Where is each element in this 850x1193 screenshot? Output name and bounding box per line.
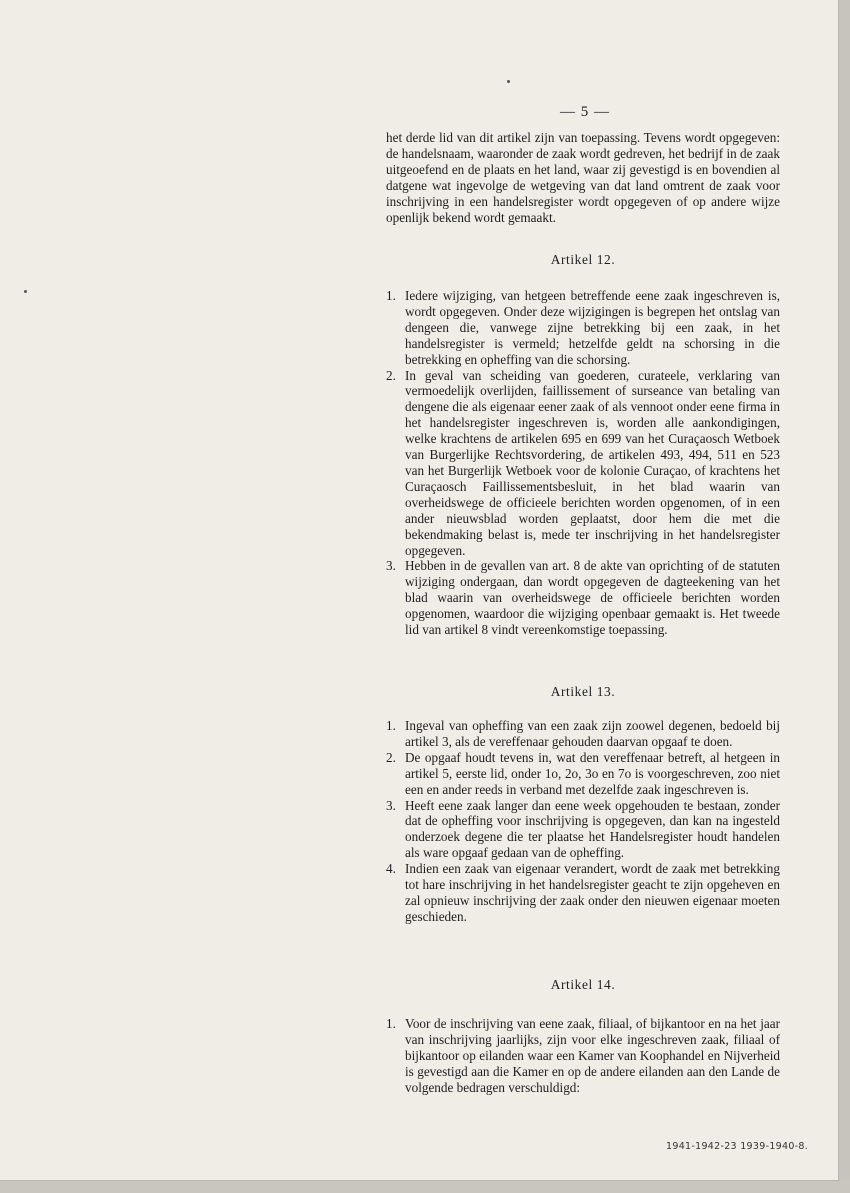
item-number: 2. bbox=[386, 367, 396, 383]
page-number: — 5 — bbox=[560, 104, 610, 120]
item-number: 1. bbox=[386, 1016, 396, 1031]
list-item bbox=[386, 861, 780, 925]
scan-frame-bottom bbox=[0, 1180, 850, 1193]
item-number: 3. bbox=[386, 558, 396, 574]
article-13-heading: Artikel 13. bbox=[550, 684, 616, 699]
article-12-heading: Artikel 12. bbox=[550, 252, 616, 267]
item-number: 1. bbox=[386, 288, 396, 303]
list-item bbox=[386, 1016, 780, 1096]
item-number: 1. bbox=[386, 718, 396, 733]
list-item bbox=[386, 368, 780, 559]
list-item bbox=[386, 718, 780, 750]
item-text: De opgaaf houdt tevens in, wat den vereffenaar betreft, al hetgeen in artikel 5, eerste lid, onder 1o, 2o, 3o en 7o is voorgeschreven, zoo niet een en ander reeds in verband met dezelfde zaak ingeschreven is. bbox=[405, 749, 780, 797]
item-text: Hebben in de gevallen van art. 8 de akte van oprichting of de statuten wijziging ondergaan, dan wordt opgegeven de dagteekening van het blad waarin van overheidswege de officieele berichten worden opgenomen, waardoor die wijziging openbaar gemaakt is. Het tweede lid van artikel 8 vindt vereenkomstige toepassing. bbox=[405, 558, 780, 638]
item-text: Heeft eene zaak langer dan eene week opgehouden te bestaan, zonder dat de opheffing voor inschrijving is opgegeven, dan kan na ingesteld onderzoek degene die ter plaatse het Handelsregister houdt handelen als ware opgaaf gedaan van de opheffing. bbox=[405, 797, 780, 861]
item-text: Voor de inschrijving van eene zaak, filiaal, of bijkantoor en na het jaar van inschrijving jaarlijks, zijn voor elke ingeschreven zaak, filiaal of bijkantoor op eilanden waar een Kamer van Koophandel en Nijverheid is gevestigd aan die Kamer en op de andere eilanden aan den Lande de volgende bedragen verschuldigd: bbox=[405, 1016, 780, 1095]
article-14-body bbox=[386, 1016, 780, 1096]
item-text: Ingeval van opheffing van een zaak zijn zoowel degenen, bedoeld bij artikel 3, als de vereffenaar gehouden daarvan opgaaf te doen. bbox=[405, 718, 780, 749]
scan-frame-right bbox=[838, 0, 850, 1193]
item-number: 2. bbox=[386, 749, 396, 765]
item-text: Indien een zaak van eigenaar verandert, wordt de zaak met betrekking tot hare inschrijving in het handelsregister geacht te zijn opgeheven en zal opnieuw inschrijving der zaak onder den nieuwen eigenaar moeten geschieden. bbox=[405, 861, 780, 924]
item-number: 3. bbox=[386, 797, 396, 813]
article-12-body bbox=[386, 288, 780, 638]
article-13-body bbox=[386, 718, 780, 925]
item-text: In geval van scheiding van goederen, curateele, verklaring van vermoedelijk overlijden, faillissement of surseance van betaling van dengene die als eigenaar eener zaak of als vennoot onder eene firma in het handelsregister ingeschreven is, worden alle aankondigingen, welke krachtens de artikelen 695 en 699 van het Curaçaosch Wetboek van Burgerlijke Rechtsvordering, de artikelen 493, 494, 511 en 523 van het Burgerlijk Wetboek voor de kolonie Curaçao, of krachtens het Curaçaosch Faillissementsbesluit, in het blad waarin van overheidswege de officieele berichten worden opgenomen, of in een ander nieuwsblad worden geplaatst, door hem die met die bekendmaking belast is, mede ter inschrijving in het handelsregister opgegeven. bbox=[405, 367, 780, 558]
list-item bbox=[386, 558, 780, 638]
intro-text: het derde lid van dit artikel zijn van toepassing. Tevens wordt opgegeven: de handelsnaam, waaronder de zaak wordt gedreven, het bedrijf in de zaak uitgeoefend en de plaats en het land, waar zij gevestigd is en bovendien al datgene wat ingevolge de wetgeving van dat land omtrent de zaak voor inschrijving in een handelsregister wordt opgegeven of op andere wijze openlijk bekend wordt gemaakt. bbox=[386, 130, 780, 225]
intro-paragraph bbox=[386, 130, 780, 225]
item-text: Iedere wijziging, van hetgeen betreffende eene zaak ingeschreven is, wordt opgegeven. Onder deze wijzigingen is begrepen het ontslag van dengeen die, vanwege zijne betrekking bij een zaak, in het handelsregister is vermeld; hetzelfde geldt na schorsing in die betrekking en opheffing van die schorsing. bbox=[405, 288, 780, 367]
punch-mark bbox=[24, 290, 27, 293]
list-item bbox=[386, 288, 780, 368]
print-reference: 1941-1942-23 1939-1940-8. bbox=[666, 1141, 809, 1152]
scan-speck bbox=[507, 80, 510, 83]
item-number: 4. bbox=[386, 861, 396, 877]
list-item bbox=[386, 798, 780, 862]
article-14-heading: Artikel 14. bbox=[550, 977, 616, 992]
list-item bbox=[386, 750, 780, 798]
